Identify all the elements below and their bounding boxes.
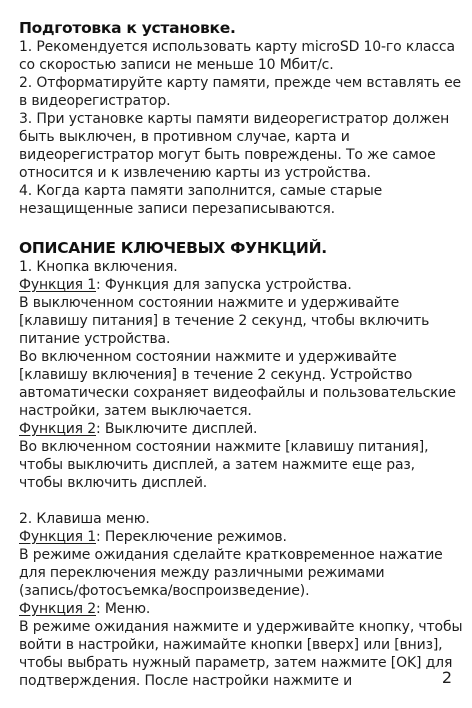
text-line: со скоростью записи не меньше 10 Мбит/с. [19, 57, 334, 73]
text-line: В режиме ожидания нажмите и удерживайте кнопку, чтобы [19, 619, 463, 635]
menu-key-title: 2. Клавиша меню. [19, 511, 150, 527]
section-spacer [19, 218, 459, 238]
function-desc: : Меню. [96, 601, 151, 617]
text-line: подтверждения. После настройки нажмите и [19, 673, 353, 689]
function-label: Функция 2 [19, 421, 97, 437]
text-line: 4. Когда карта памяти заполнится, самые старые [19, 183, 383, 199]
text-line: чтобы выключить дисплей, а затем нажмите еще раз, [19, 457, 415, 473]
text-line: настройки, затем выключается. [19, 403, 252, 419]
text-line: чтобы включить дисплей. [19, 475, 208, 491]
text-line: 2. Отформатируйте карту памяти, прежде чем вставлять ее [19, 75, 462, 91]
function-desc: : Выключите дисплей. [96, 421, 258, 437]
function-line [19, 600, 459, 618]
function-line [19, 276, 459, 294]
text-line: чтобы выбрать нужный параметр, затем нажмите [OK] для [19, 655, 453, 671]
function-line [19, 528, 459, 546]
installation-heading: Подготовка к установке. [19, 19, 236, 37]
installation-steps [19, 38, 462, 218]
manual-page [19, 18, 463, 690]
text-line: относится и к извлечению карты из устройства. [19, 165, 371, 181]
text-line: [клавишу включения] в течение 2 секунд. Устройство [19, 367, 413, 383]
text-line: В режиме ожидания сделайте кратковременное нажатие [19, 547, 443, 563]
section-spacer [19, 492, 459, 510]
text-line: Во включенном состоянии нажмите [клавишу питания], [19, 439, 429, 455]
function-desc: : Переключение режимов. [96, 529, 287, 545]
text-line: войти в настройки, нажимайте кнопки [вверх] или [вниз], [19, 637, 443, 653]
key-functions-heading: ОПИСАНИЕ КЛЮЧЕВЫХ ФУНКЦИЙ. [19, 239, 327, 257]
text-line: быть выключен, в противном случае, карта и [19, 129, 350, 145]
function-desc: : Функция для запуска устройства. [96, 277, 352, 293]
text-line: для переключения между различными режимами [19, 565, 385, 581]
menu-key-section [19, 510, 463, 690]
function-line [19, 420, 459, 438]
text-line: В выключенном состоянии нажмите и удерживайте [19, 295, 400, 311]
power-key-title: 1. Кнопка включения. [19, 259, 178, 275]
text-line: 1. Рекомендуется использовать карту microSD 10-го класса [19, 39, 455, 55]
function-label: Функция 1 [19, 529, 97, 545]
text-line: в видеорегистратор. [19, 93, 171, 109]
text-line: Во включенном состоянии нажмите и удерживайте [19, 349, 397, 365]
text-line: [клавишу питания] в течение 2 секунд, чтобы включить [19, 313, 430, 329]
page-number: 2 [441, 668, 452, 687]
function-label: Функция 2 [19, 601, 97, 617]
text-line: видеорегистратор могут быть повреждены. То же самое [19, 147, 436, 163]
text-line: незащищенные записи перезаписываются. [19, 201, 335, 217]
text-line: (запись/фотосъемка/воспроизведение). [19, 583, 310, 599]
text-line: 3. При установке карты памяти видеорегистратор должен [19, 111, 450, 127]
function-label: Функция 1 [19, 277, 97, 293]
power-key-section [19, 258, 459, 492]
text-line: автоматически сохраняет видеофайлы и пользовательские [19, 385, 456, 401]
text-line: питание устройства. [19, 331, 171, 347]
